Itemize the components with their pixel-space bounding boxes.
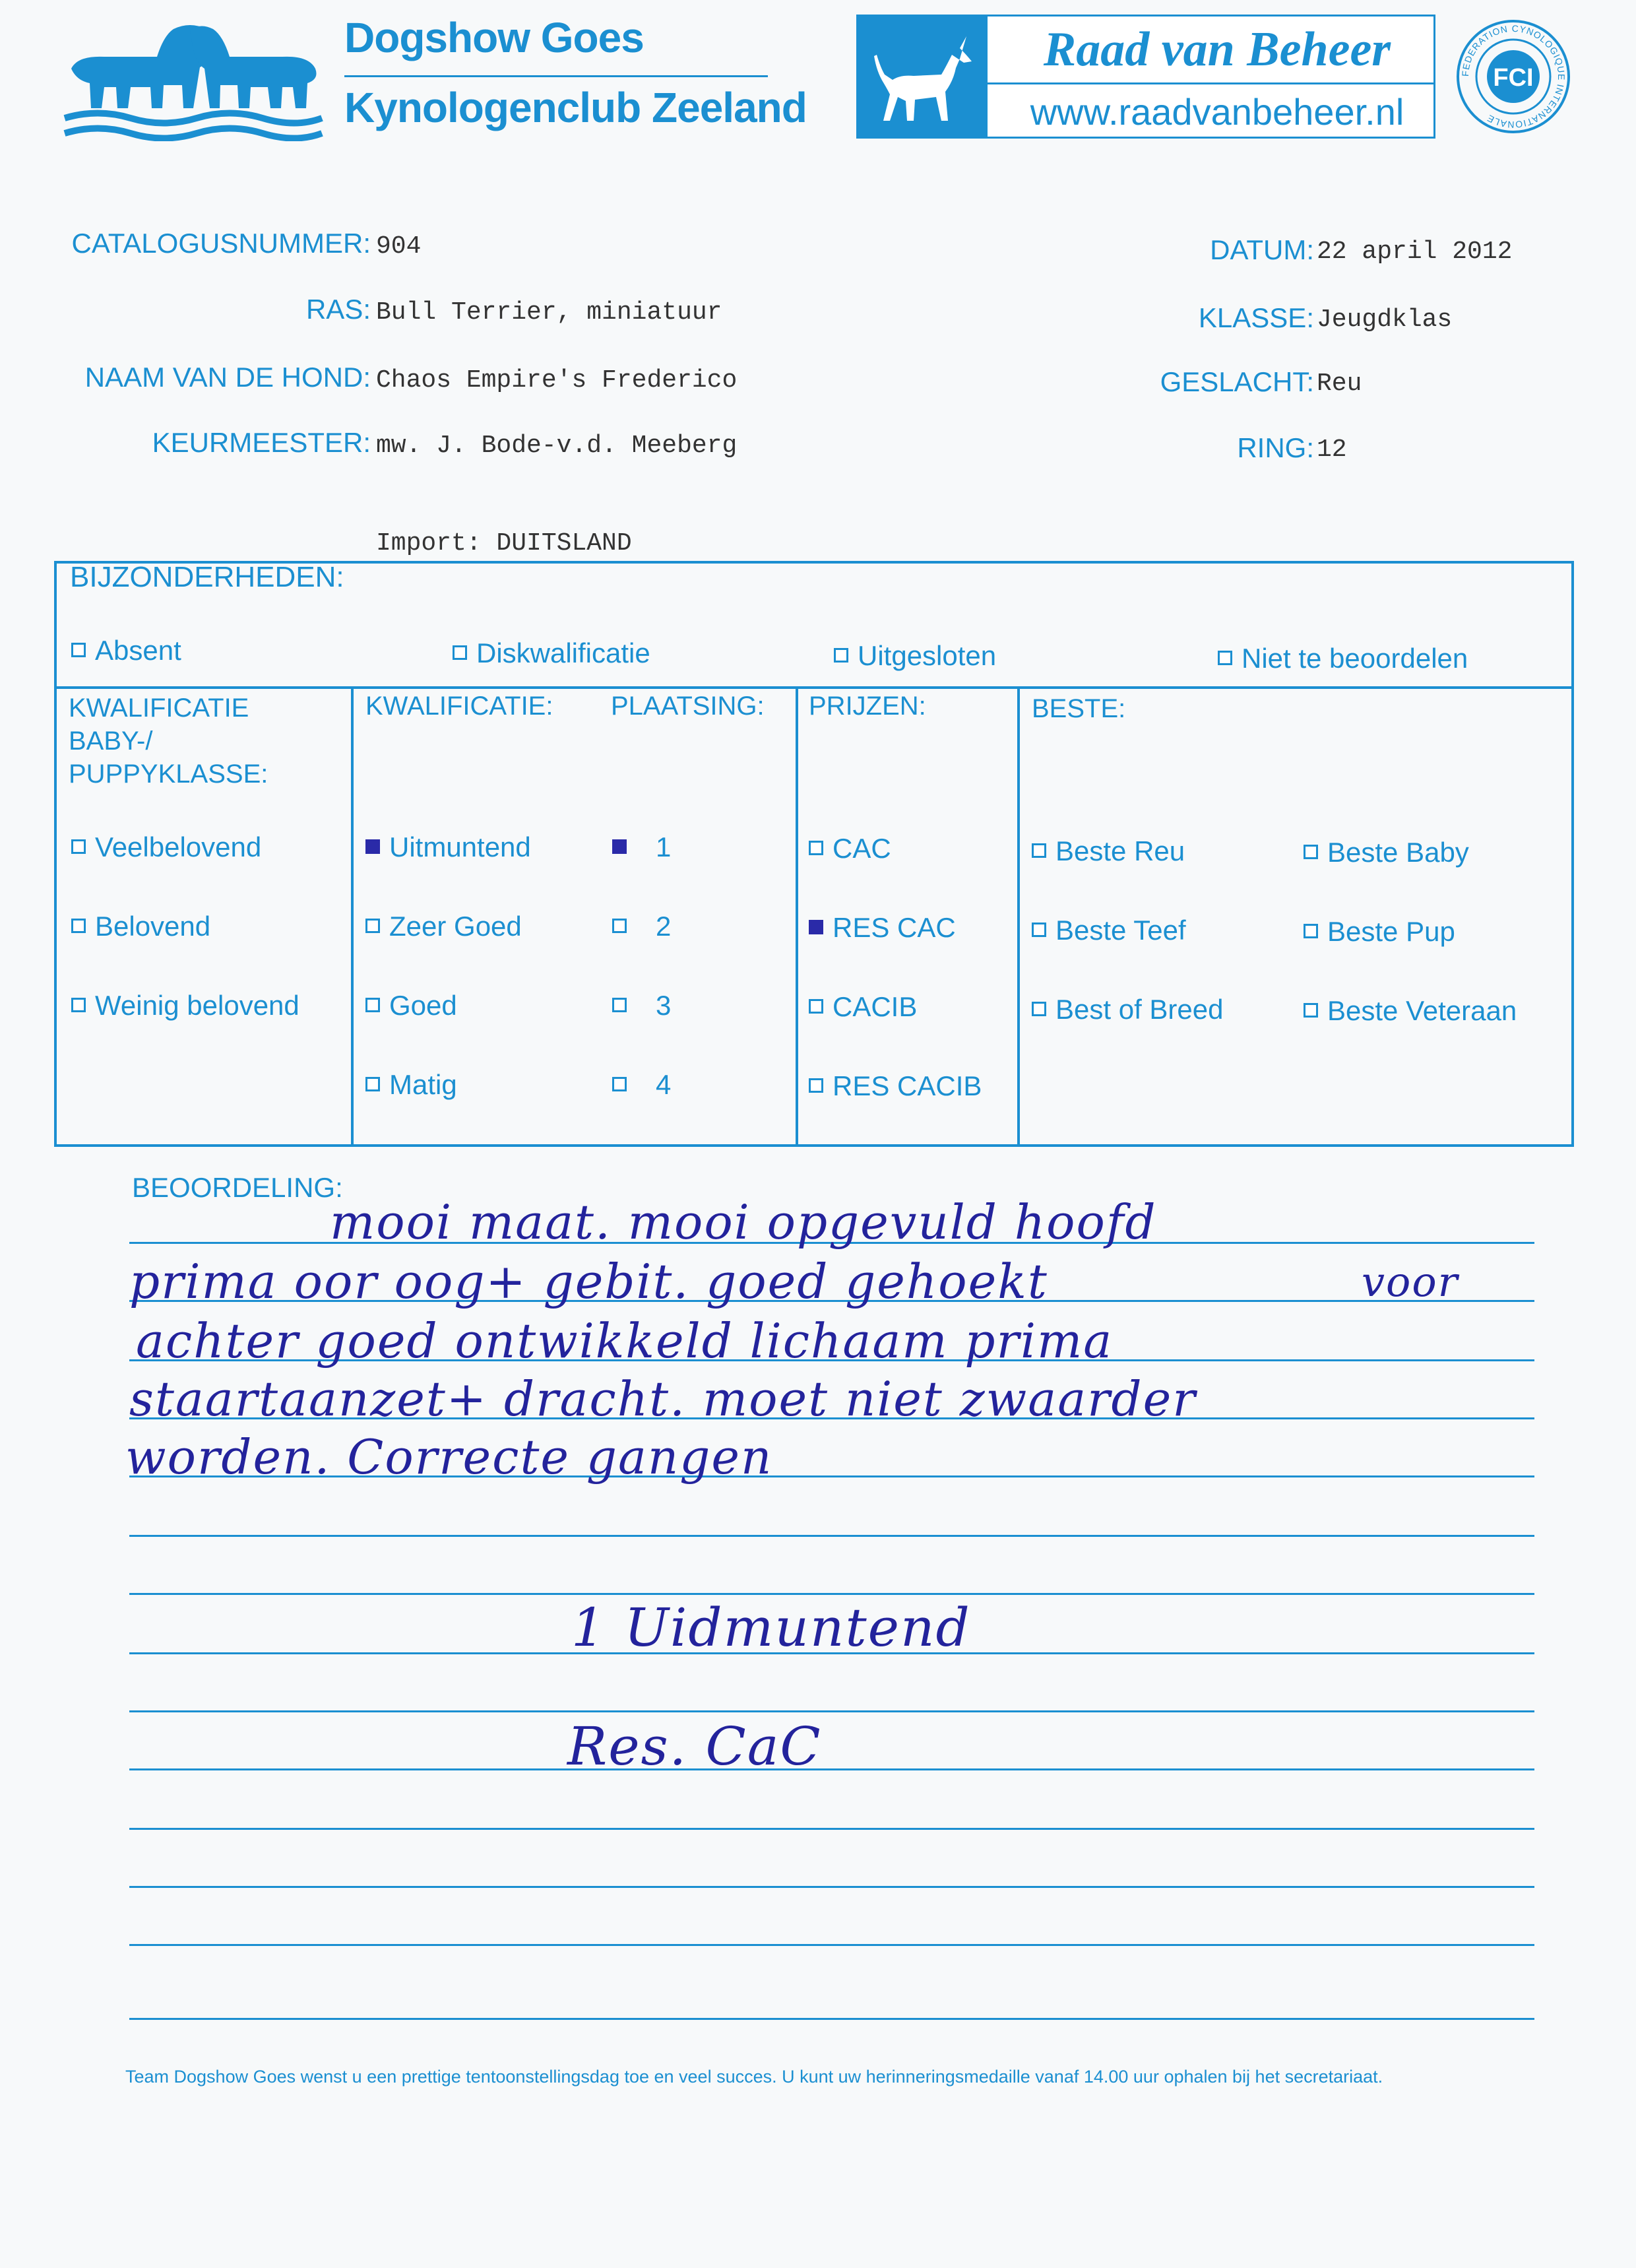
footer-note: Team Dogshow Goes wenst u een prettige tentoonstellingsdag toe en veel succes. U kunt uw herinneringsmedaille vanaf 14.00 uur ophalen bij het secretariaat. [125,2067,1383,2087]
handwritten-line: prima oor oog+ gebit. goed gehoekt [129,1254,1048,1309]
klasse-label: KLASSE: [1198,302,1314,333]
option-beste-reu[interactable] [1032,835,1185,867]
fci-abbrev: FCI [1493,64,1534,92]
grid-top-line [57,686,1574,689]
beoordeling-label: BEOORDELING: [132,1172,343,1203]
ras-label: RAS: [305,294,371,325]
option-uitgesloten[interactable] [834,640,996,672]
option-label: Weinig belovend [95,990,299,1021]
option-niet-te-beoordelen[interactable] [1218,643,1468,674]
grid-divider [351,686,354,1147]
option-label: Uitgesloten [858,640,997,671]
option-beste-veteraan[interactable] [1304,995,1517,1027]
evaluation-box [54,561,1574,1147]
option-cac[interactable] [809,833,891,864]
fci-seal [1455,18,1571,135]
datum-label: DATUM: [1210,234,1314,265]
ruled-line [129,1828,1534,1830]
checkbox[interactable] [612,1077,627,1091]
checkbox[interactable] [1032,923,1046,937]
handwritten-line: worden. Correcte gangen [125,1429,773,1485]
checkbox[interactable] [809,1078,823,1093]
option-absent[interactable] [71,635,181,666]
option-diskwalificatie[interactable] [453,637,650,669]
checkbox[interactable] [71,839,86,854]
geslacht-label: GESLACHT: [1160,366,1314,397]
club-name-line-2: Kynologenclub Zeeland [344,84,807,131]
kwalificatie-header: KWALIFICATIE: [365,692,553,721]
ring-value: 12 [1317,436,1347,464]
club-name-line-1: Dogshow Goes [344,14,644,61]
option-cacib[interactable] [809,991,917,1023]
option-beste-pup[interactable] [1304,916,1455,948]
checkbox-checked[interactable] [365,839,380,854]
naam-label: NAAM VAN DE HOND: [84,362,371,393]
checkbox[interactable] [1218,651,1232,665]
checkbox[interactable] [809,841,823,855]
option-label: RES CAC [833,912,956,943]
ring-label: RING: [1237,432,1314,463]
handwritten-result-1: 1 Uidmuntend [571,1597,971,1658]
checkbox[interactable] [1304,845,1318,859]
bijzonderheden-label: BIJZONDERHEDEN: [70,561,344,593]
option-label: Beste Baby [1327,837,1469,868]
grid-divider [796,686,798,1147]
option-plaats-4[interactable] [612,1069,671,1101]
option-label: 2 [656,911,672,942]
checkbox[interactable] [1304,924,1318,938]
option-label: Best of Breed [1055,994,1224,1025]
option-label: Beste Veteraan [1327,995,1517,1026]
kwalificatie-baby-header: KWALIFICATIE BABY-/ PUPPYKLASSE: [69,694,268,789]
catalogusnummer-value: 904 [376,232,422,261]
raad-van-beheer-title: Raad van Beheer [1043,22,1391,77]
option-beste-teef[interactable] [1032,915,1186,946]
option-plaats-2[interactable] [612,911,671,942]
checkbox[interactable] [612,919,627,933]
checkbox[interactable] [612,998,627,1012]
dogshow-goes-logo [58,9,329,141]
option-beste-baby[interactable] [1304,837,1469,868]
option-label: Beste Pup [1327,916,1455,947]
option-belovend[interactable] [71,911,210,942]
option-plaats-3[interactable] [612,990,671,1021]
option-label: Goed [389,990,457,1021]
ruled-line [129,1535,1534,1537]
checkbox[interactable] [365,1077,380,1091]
handwritten-line: mooi maat. mooi opgevuld hoofd [330,1194,1157,1250]
option-label: Beste Teef [1055,915,1186,946]
option-label: 1 [656,831,672,862]
option-zeer-goed[interactable] [365,911,522,942]
greyhound-icon [867,28,978,127]
option-label: Uitmuntend [389,831,531,862]
option-label: Niet te beoordelen [1242,643,1468,674]
option-weinig-belovend[interactable] [71,990,299,1021]
checkbox[interactable] [365,998,380,1012]
option-label: Belovend [95,911,211,942]
ruled-line [129,1886,1534,1888]
checkbox[interactable] [1304,1003,1318,1018]
option-veelbelovend[interactable] [71,831,261,863]
ruled-line [129,2018,1534,2020]
checkbox[interactable] [71,643,86,657]
checkbox[interactable] [834,648,848,663]
option-matig[interactable] [365,1069,457,1101]
option-label: Zeer Goed [389,911,522,942]
option-label: Matig [389,1069,457,1100]
keurmeester-value: mw. J. Bode-v.d. Meeberg [376,432,738,460]
option-label: CAC [833,833,891,864]
handwritten-line: voor [1362,1258,1459,1306]
option-label: Veelbelovend [95,831,262,862]
catalogusnummer-label: CATALOGUSNUMMER: [71,228,371,259]
handwritten-result-2: Res. CaC [567,1716,822,1777]
checkbox-checked[interactable] [809,920,823,934]
checkbox[interactable] [71,998,86,1012]
option-label: Absent [95,635,181,666]
option-label: Beste Reu [1055,835,1185,866]
raad-van-beheer-logo [856,15,1435,139]
checkbox[interactable] [71,919,86,933]
checkbox[interactable] [809,999,823,1014]
import-note: Import: DUITSLAND [376,529,632,558]
plaatsing-header: PLAATSING: [611,692,765,721]
option-label: Diskwalificatie [476,637,650,668]
option-uitmuntend[interactable] [365,831,531,863]
rvb-url[interactable]: www.raadvanbeheer.nl [1030,91,1404,133]
option-best-of-breed[interactable] [1032,994,1223,1025]
checkbox[interactable] [1032,843,1046,858]
fci-ring-text: FEDERATION CYNOLOGIQUE INTERNATIONALE [1459,22,1567,131]
handwritten-line: achter goed ontwikkeld lichaam prima [136,1313,1114,1369]
ruled-line [129,1768,1534,1770]
checkbox[interactable] [365,919,380,933]
option-goed[interactable] [365,990,457,1021]
option-label: RES CACIB [833,1070,982,1101]
option-plaats-1[interactable] [612,831,671,863]
datum-value: 22 april 2012 [1317,238,1513,266]
ruled-line [129,1593,1534,1595]
naam-value: Chaos Empire's Frederico [376,366,738,395]
club-name-divider [344,75,768,77]
option-label: 3 [656,990,672,1021]
ruled-line [129,1710,1534,1712]
option-res-cac[interactable] [809,912,956,944]
keurmeester-label: KEURMEESTER: [152,427,371,458]
option-res-cacib[interactable] [809,1070,982,1102]
prijzen-header: PRIJZEN: [809,692,926,721]
geslacht-value: Reu [1317,370,1362,398]
beste-header: BESTE: [1032,694,1126,723]
grid-divider [1017,686,1020,1147]
ras-value: Bull Terrier, miniatuur [376,298,722,327]
checkbox[interactable] [1032,1002,1046,1016]
handwritten-line: staartaanzet+ dracht. moet niet zwaarder [129,1371,1197,1427]
klasse-value: Jeugdklas [1317,306,1453,334]
ruled-line [129,1944,1534,1946]
option-label: CACIB [833,991,918,1022]
rvb-divider [988,82,1433,84]
greyhound-icon-panel [858,16,988,137]
checkbox[interactable] [453,645,467,660]
checkbox-checked[interactable] [612,839,627,854]
option-label: 4 [656,1069,672,1100]
